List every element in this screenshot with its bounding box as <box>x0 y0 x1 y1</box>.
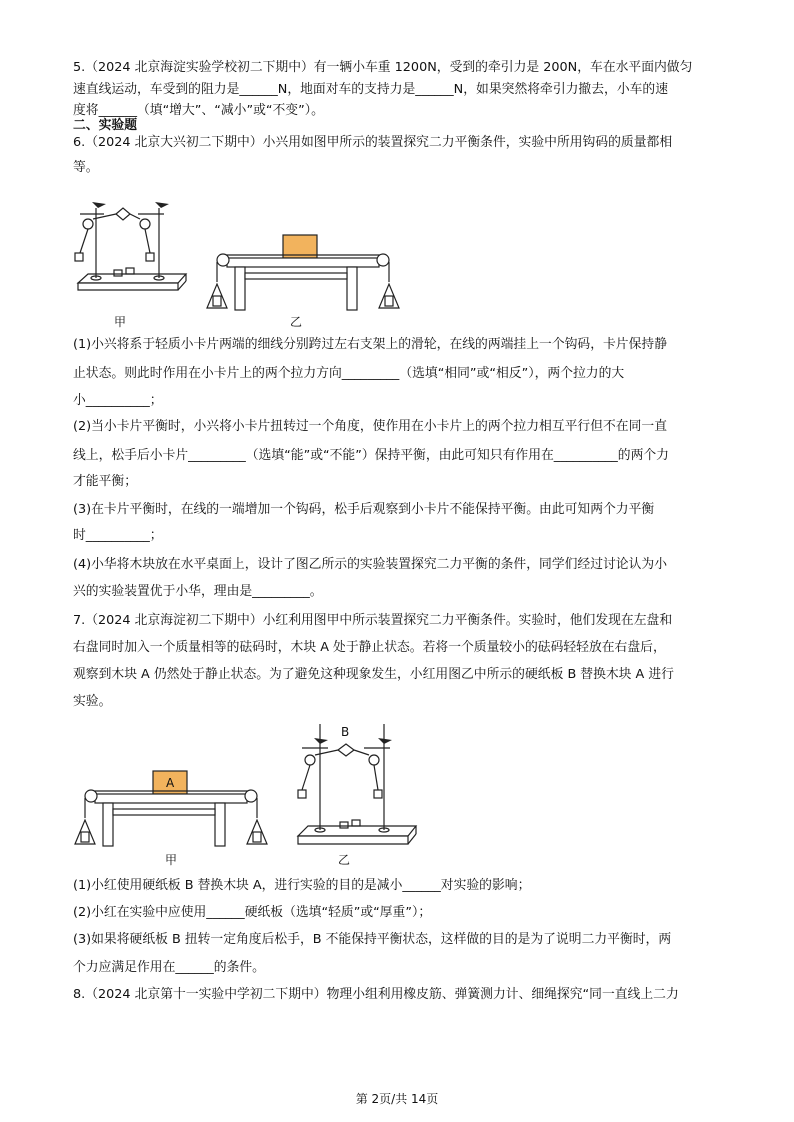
figure-6-yi <box>205 232 401 312</box>
q7-line-1: 7.（2024 北京海淀初二下期中）小红利用图甲中所示装置探究二力平衡条件。实验时，他们发现在左盘和 <box>73 613 673 628</box>
figure-6-jia <box>70 188 188 310</box>
q7-line-4: 实验。 <box>73 694 112 709</box>
q6-part1-line-2: 止状态。则此时作用在小卡片上的两个拉力方向_________（选填“相同”或“相反”），两个拉力的大 <box>73 366 625 381</box>
q6-part1-line-1: (1)小兴将系于轻质小卡片两端的细线分别跨过左右支架上的滑轮，在线的两端挂上一个钩码，卡片保持静 <box>73 337 667 352</box>
figure-6-caption-yi: 乙 <box>290 315 303 329</box>
q5-line-2: 速直线运动，车受到的阻力是______N，地面对车的支持力是______N，如果突然将牵引力撤去，小车的速 <box>73 82 669 97</box>
q7-part2: (2)小红在实验中应使用______硬纸板（选填“轻质”或“厚重”）； <box>73 905 432 920</box>
section-heading: 二、实验题 <box>73 118 137 133</box>
page-footer: 第 2页/共 14页 <box>355 1092 439 1106</box>
q7-part1: (1)小红使用硬纸板 B 替换木块 A，进行实验的目的是减小______对实验的影响； <box>73 878 531 893</box>
q5-line-3: 度将______（填“增大”、“减小”或“不变”）。 <box>73 103 324 118</box>
q7-line-3: 观察到木块 A 仍然处于静止状态。为了避免这种现象发生，小红用图乙中所示的硬纸板 B 替换木块 A 进行 <box>73 667 674 682</box>
q6-part1-line-3: 小__________； <box>73 393 163 408</box>
q6-part4-line-2: 兴的实验装置优于小华，理由是_________。 <box>73 584 323 599</box>
q5-line-1: 5.（2024 北京海淀实验学校初二下期中）有一辆小车重 1200N，受到的牵引力是 200N，车在水平面内做匀 <box>73 60 693 75</box>
q6-line-1: 6.（2024 北京大兴初二下期中）小兴用如图甲所示的装置探究二力平衡条件，实验中所用钩码的质量都相 <box>73 135 673 150</box>
q7-part3-line-1: (3)如果将硬纸板 B 扭转一定角度后松手，B 不能保持平衡状态，这样做的目的是为了说明二力平衡时，两 <box>73 932 672 947</box>
q8-line-1: 8.（2024 北京第十一实验中学初二下期中）物理小组利用橡皮筋、弹簧测力计、细绳探究“同一直线上二力 <box>73 987 679 1002</box>
q6-line-2: 等。 <box>73 160 99 175</box>
figure-7-block-label: A <box>166 776 175 790</box>
q6-part2-line-3: 才能平衡； <box>73 474 137 489</box>
q6-part2-line-1: (2)当小卡片平衡时，小兴将小卡片扭转过一个角度，使作用在小卡片上的两个拉力相互平行但不在同一直 <box>73 419 667 434</box>
q6-part3-line-2: 时__________； <box>73 528 163 543</box>
figure-7-caption-yi: 乙 <box>338 853 351 867</box>
figure-7-card-label: B <box>341 725 350 739</box>
figure-6-caption-jia: 甲 <box>114 315 127 329</box>
figure-7-caption-jia: 甲 <box>165 853 178 867</box>
figure-7-yi <box>292 718 418 848</box>
q6-part4-line-1: (4)小华将木块放在水平桌面上，设计了图乙所示的实验装置探究二力平衡的条件，同学们经过讨论认为小 <box>73 557 667 572</box>
q7-part3-line-2: 个力应满足作用在______的条件。 <box>73 960 265 975</box>
q6-part2-line-2: 线上，松手后小卡片_________（选填“能”或“不能”）保持平衡，由此可知只有作用在__________的两个力 <box>73 448 669 463</box>
q7-line-2: 右盘同时加入一个质量相等的砝码时，木块 A 处于静止状态。若将一个质量较小的砝码轻轻放在右盘后， <box>73 640 666 655</box>
q6-part3-line-1: (3)在卡片平衡时，在线的一端增加一个钩码，松手后观察到小卡片不能保持平衡。由此可知两个力平衡 <box>73 502 655 517</box>
